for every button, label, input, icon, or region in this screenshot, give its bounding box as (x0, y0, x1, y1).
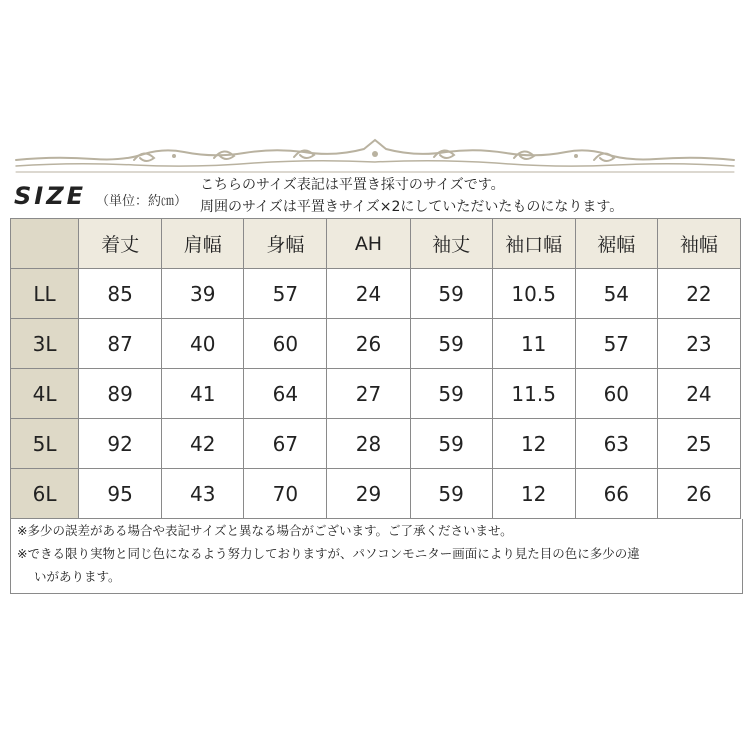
table-cell: 59 (410, 269, 492, 319)
table-cell: 66 (575, 469, 657, 519)
table-cell: 57 (244, 269, 327, 319)
table-cell: 60 (244, 319, 327, 369)
size-label-cell: 4L (11, 369, 79, 419)
table-row (11, 369, 741, 419)
column-header: 裾幅 (575, 219, 657, 269)
table-cell: 70 (244, 469, 327, 519)
table-cell: 40 (162, 319, 244, 369)
column-header: 身幅 (244, 219, 327, 269)
table-cell: 64 (244, 369, 327, 419)
notes-box (10, 519, 743, 594)
table-cell: 57 (575, 319, 657, 369)
table-cell: 67 (244, 419, 327, 469)
table-cell: 42 (162, 419, 244, 469)
table-cell: 23 (657, 319, 740, 369)
size-label-cell: 6L (11, 469, 79, 519)
size-label-cell: 5L (11, 419, 79, 469)
unit-note: （単位：約㎝） (96, 194, 188, 209)
table-cell: 11.5 (492, 369, 575, 419)
note-color-difference-continued: いがあります。 (34, 569, 121, 584)
table-cell: 59 (410, 319, 492, 369)
column-header: 着丈 (79, 219, 162, 269)
measurement-note-line1: こちらのサイズ表記は平置き採寸のサイズです。 (200, 177, 505, 193)
table-cell: 60 (575, 369, 657, 419)
table-cell: 26 (327, 319, 410, 369)
table-cell: 54 (575, 269, 657, 319)
table-cell: 27 (327, 369, 410, 419)
table-cell: 24 (327, 269, 410, 319)
column-header: 肩幅 (162, 219, 244, 269)
table-cell: 85 (79, 269, 162, 319)
table-cell: 92 (79, 419, 162, 469)
measurement-note-line2: 周囲のサイズは平置きサイズ×2にしていただいたものになります。 (200, 199, 624, 215)
corner-cell (11, 219, 79, 269)
table-cell: 10.5 (492, 269, 575, 319)
table-row (11, 419, 741, 469)
decorative-scroll-ornament (14, 132, 736, 176)
table-cell: 43 (162, 469, 244, 519)
table-row (11, 469, 741, 519)
column-header: 袖幅 (657, 219, 740, 269)
table-cell: 87 (79, 319, 162, 369)
column-header: 袖口幅 (492, 219, 575, 269)
table-cell: 12 (492, 469, 575, 519)
table-cell: 29 (327, 469, 410, 519)
header-row (11, 219, 741, 269)
size-heading: SIZE (14, 182, 87, 210)
table-row (11, 319, 741, 369)
size-label-cell: 3L (11, 319, 79, 369)
table-cell: 59 (410, 369, 492, 419)
column-header: 袖丈 (410, 219, 492, 269)
table-cell: 63 (575, 419, 657, 469)
table-cell: 25 (657, 419, 740, 469)
table-cell: 28 (327, 419, 410, 469)
note-error-tolerance: ※多少の誤差がある場合や表記サイズと異なる場合がございます。ご了承くださいませ。 (17, 523, 513, 538)
table-cell: 12 (492, 419, 575, 469)
size-label-cell: LL (11, 269, 79, 319)
table-cell: 11 (492, 319, 575, 369)
column-header: AH (327, 219, 410, 269)
table-cell: 41 (162, 369, 244, 419)
table-cell: 39 (162, 269, 244, 319)
table-cell: 59 (410, 469, 492, 519)
table-cell: 22 (657, 269, 740, 319)
note-color-difference: ※できる限り実物と同じ色になるよう努力しておりますが、パソコンモニター画面により見た目の色に多少の違 (17, 546, 640, 561)
size-table (10, 218, 741, 519)
table-cell: 89 (79, 369, 162, 419)
table-cell: 59 (410, 419, 492, 469)
table-cell: 24 (657, 369, 740, 419)
table-cell: 95 (79, 469, 162, 519)
table-row (11, 269, 741, 319)
table-cell: 26 (657, 469, 740, 519)
